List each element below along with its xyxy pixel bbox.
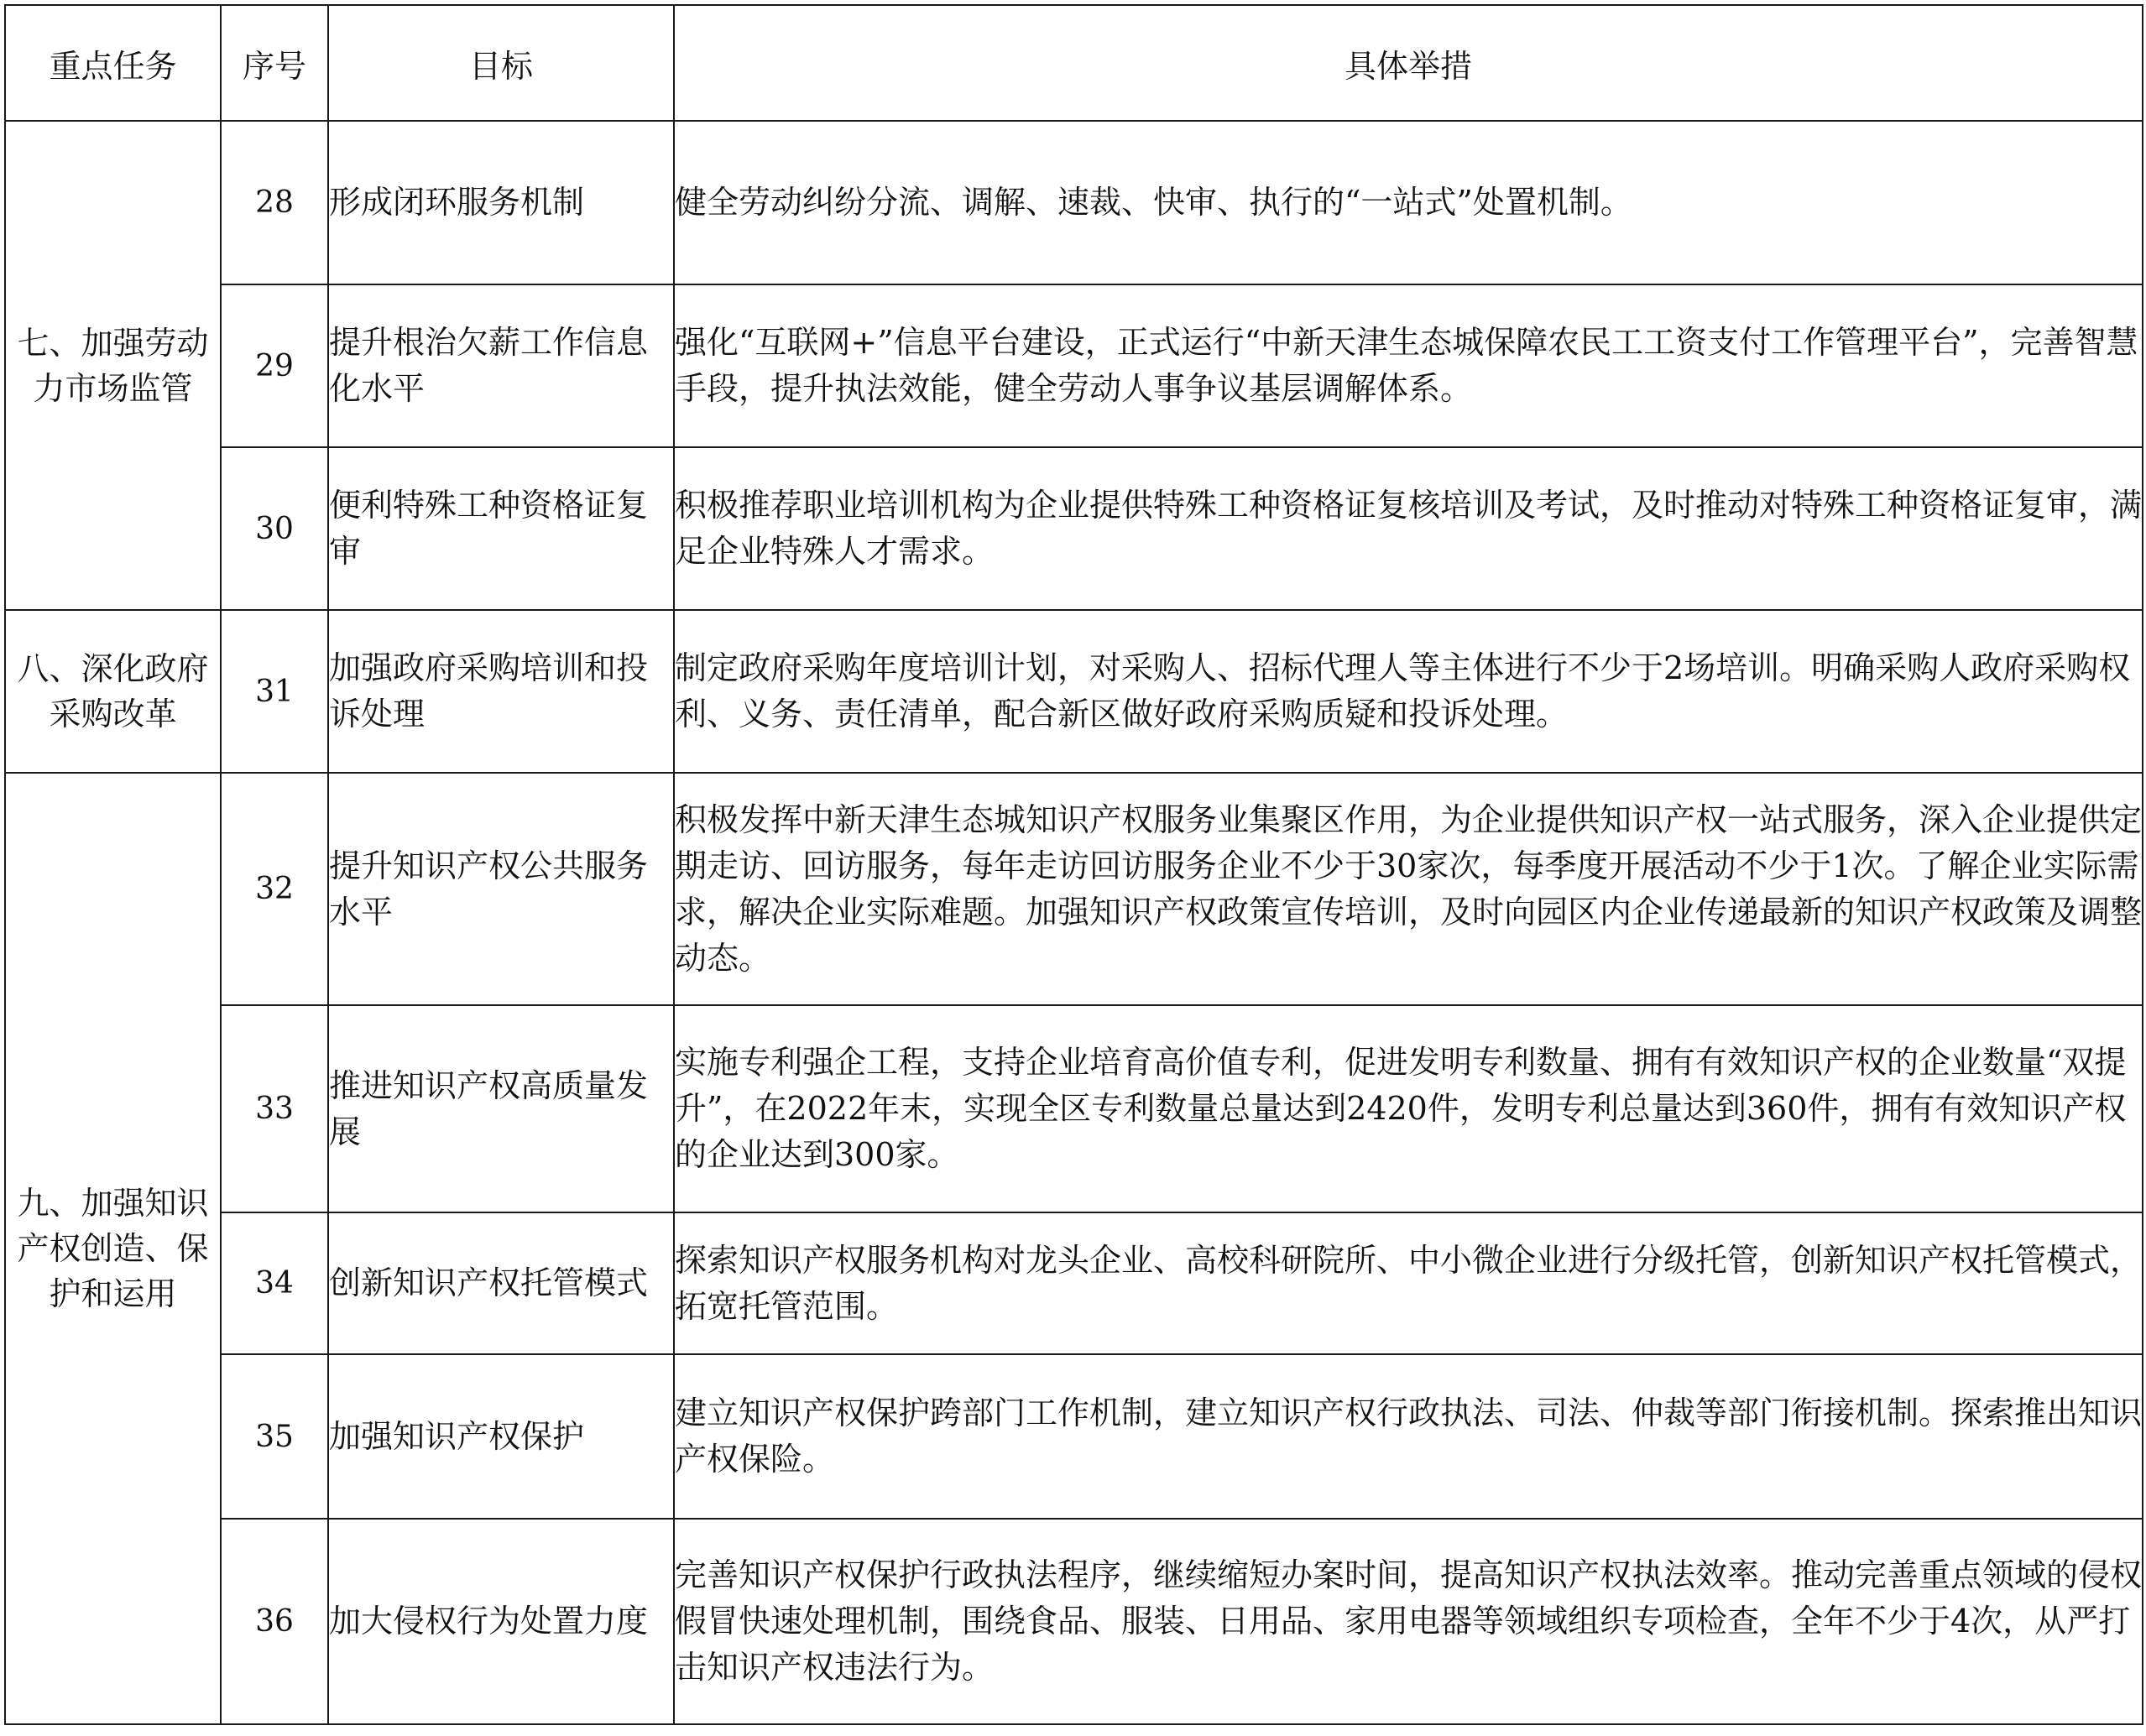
measure-cell: 强化“互联网+”信息平台建设，正式运行“中新天津生态城保障农民工工资支付工作管理平台”，完善智慧手段，提升执法效能，健全劳动人事争议基层调解体系。	[674, 284, 2143, 447]
header-measure: 具体举措	[674, 5, 2143, 121]
goal-cell: 便利特殊工种资格证复审	[328, 447, 674, 610]
seq-cell: 30	[221, 447, 328, 610]
goal-cell: 提升根治欠薪工作信息化水平	[328, 284, 674, 447]
goal-cell: 推进知识产权高质量发展	[328, 1005, 674, 1212]
seq-cell: 36	[221, 1519, 328, 1724]
measure-cell: 积极发挥中新天津生态城知识产权服务业集聚区作用，为企业提供知识产权一站式服务，深入企业提供定期走访、回访服务，每年走访回访服务企业不少于30家次，每季度开展活动不少于1次。了解企业实际需求，解决企业实际难题。加强知识产权政策宣传培训，及时向园区内企业传递最新的知识产权政策及调整动态。	[674, 773, 2143, 1005]
measure-cell: 建立知识产权保护跨部门工作机制，建立知识产权行政执法、司法、仲裁等部门衔接机制。探索推出知识产权保险。	[674, 1354, 2143, 1519]
measure-cell: 实施专利强企工程，支持企业培育高价值专利，促进发明专利数量、拥有有效知识产权的企业数量“双提升”，在2022年末，实现全区专利数量总量达到2420件，发明专利总量达到360件，拥有有效知识产权的企业达到300家。	[674, 1005, 2143, 1212]
seq-cell: 31	[221, 610, 328, 773]
header-row	[5, 5, 2143, 121]
goal-cell: 提升知识产权公共服务水平	[328, 773, 674, 1005]
table-row	[5, 1005, 2143, 1212]
table-row	[5, 610, 2143, 773]
plan-table	[4, 4, 2143, 1725]
measure-cell: 健全劳动纠纷分流、调解、速裁、快审、执行的“一站式”处置机制。	[674, 121, 2143, 284]
seq-cell: 33	[221, 1005, 328, 1212]
goal-cell: 创新知识产权托管模式	[328, 1212, 674, 1354]
seq-cell: 32	[221, 773, 328, 1005]
goal-cell: 加大侵权行为处置力度	[328, 1519, 674, 1724]
table-row	[5, 121, 2143, 284]
measure-cell: 完善知识产权保护行政执法程序，继续缩短办案时间，提高知识产权执法效率。推动完善重点领域的侵权假冒快速处理机制，围绕食品、服装、日用品、家用电器等领域组织专项检查，全年不少于4次，从严打击知识产权违法行为。	[674, 1519, 2143, 1724]
table-row	[5, 773, 2143, 1005]
goal-cell: 加强政府采购培训和投诉处理	[328, 610, 674, 773]
header-goal: 目标	[328, 5, 674, 121]
measure-cell: 制定政府采购年度培训计划，对采购人、招标代理人等主体进行不少于2场培训。明确采购人政府采购权利、义务、责任清单，配合新区做好政府采购质疑和投诉处理。	[674, 610, 2143, 773]
header-seq: 序号	[221, 5, 328, 121]
table-row	[5, 447, 2143, 610]
table-row	[5, 284, 2143, 447]
goal-cell: 形成闭环服务机制	[328, 121, 674, 284]
table-row	[5, 1519, 2143, 1724]
measure-cell: 积极推荐职业培训机构为企业提供特殊工种资格证复核培训及考试，及时推动对特殊工种资格证复审，满足企业特殊人才需求。	[674, 447, 2143, 610]
seq-cell: 34	[221, 1212, 328, 1354]
task-cell: 八、深化政府采购改革	[5, 610, 221, 773]
table-row	[5, 1212, 2143, 1354]
goal-cell: 加强知识产权保护	[328, 1354, 674, 1519]
table-row	[5, 1354, 2143, 1519]
task-cell: 九、加强知识产权创造、保护和运用	[5, 773, 221, 1724]
seq-cell: 35	[221, 1354, 328, 1519]
measure-cell: 探索知识产权服务机构对龙头企业、高校科研院所、中小微企业进行分级托管，创新知识产权托管模式，拓宽托管范围。	[674, 1212, 2143, 1354]
seq-cell: 29	[221, 284, 328, 447]
header-task: 重点任务	[5, 5, 221, 121]
task-cell: 七、加强劳动力市场监管	[5, 121, 221, 610]
seq-cell: 28	[221, 121, 328, 284]
